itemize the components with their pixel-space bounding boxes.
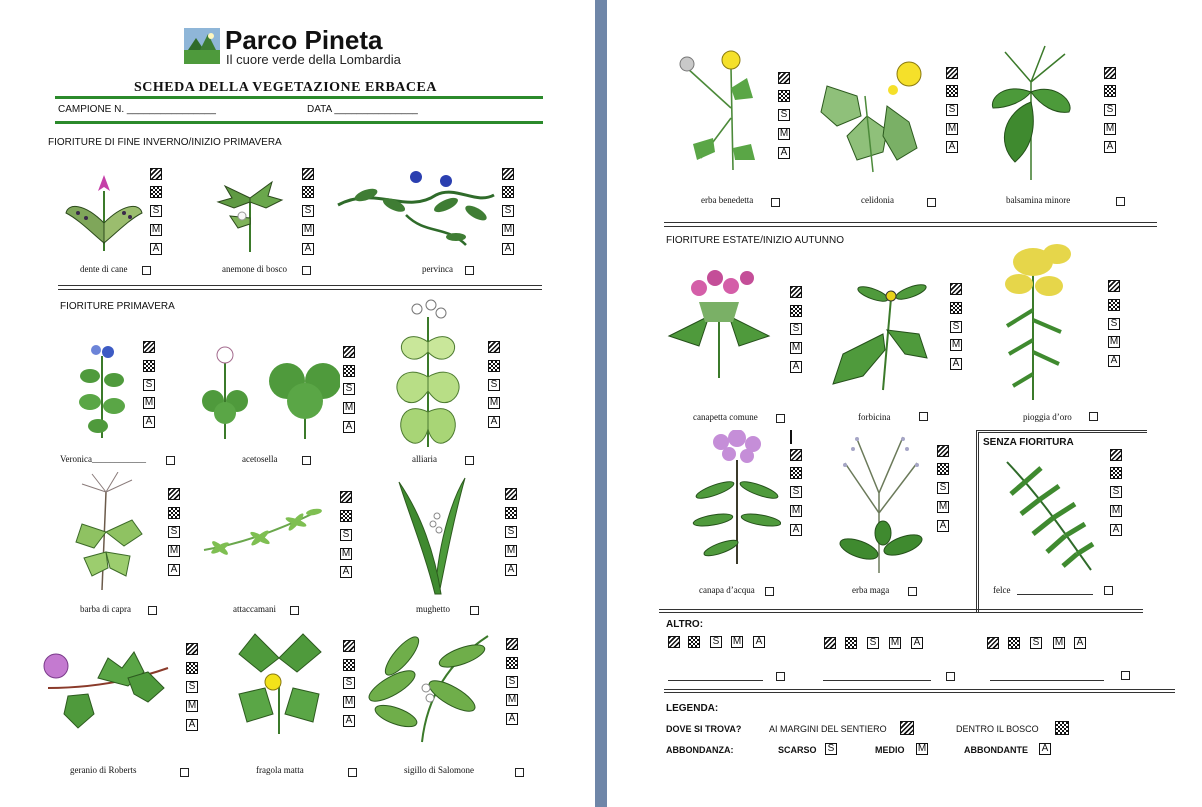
high-abundance-icon[interactable]: A — [302, 243, 314, 255]
name-underline[interactable] — [1017, 594, 1093, 595]
legend-mid: MEDIO — [875, 745, 905, 755]
divider — [659, 612, 1143, 613]
mid-abundance-icon[interactable]: M — [938, 501, 948, 512]
plant-checkbox[interactable] — [470, 606, 479, 615]
sheet-title: SCHEDA DELLA VEGETAZIONE ERBACEA — [134, 80, 437, 95]
plant-illustration — [38, 638, 176, 734]
green-divider — [55, 96, 543, 99]
high-abundance-icon[interactable]: A — [937, 520, 949, 532]
high-abundance-icon[interactable]: A — [150, 243, 162, 255]
high-abundance-icon[interactable]: A — [1110, 524, 1122, 536]
margin-icon[interactable] — [502, 168, 514, 180]
high-abundance-icon: A — [1039, 743, 1051, 755]
plant-illustration — [195, 343, 340, 441]
mid-abundance-icon[interactable]: M — [506, 545, 516, 556]
forest-icon[interactable] — [505, 507, 517, 519]
forest-icon[interactable] — [302, 186, 314, 198]
plant-name: sigillo di Salomone — [404, 765, 475, 775]
plant-illustration — [387, 297, 469, 449]
margin-icon[interactable] — [987, 637, 999, 649]
left-page — [0, 0, 595, 807]
legend-where: DOVE SI TROVA? — [666, 724, 742, 734]
high-abundance-icon[interactable]: A — [790, 524, 802, 536]
mid-abundance-icon[interactable]: M — [187, 700, 197, 711]
park-logo — [184, 28, 220, 64]
section-title: FIORITURE ESTATE/INIZIO AUTUNNO — [666, 235, 844, 246]
plant-name: alliaria — [412, 454, 437, 464]
low-abundance-icon: S — [825, 743, 837, 755]
low-abundance-icon[interactable]: S — [1108, 318, 1120, 330]
high-abundance-icon[interactable]: A — [1074, 637, 1086, 649]
margin-icon[interactable] — [505, 488, 517, 500]
margin-icon[interactable] — [1110, 449, 1122, 461]
forest-icon[interactable] — [845, 637, 857, 649]
mid-abundance-icon[interactable]: M — [779, 128, 789, 139]
forest-icon[interactable] — [946, 85, 958, 97]
forest-icon[interactable] — [506, 657, 518, 669]
plant-checkbox[interactable] — [465, 456, 474, 465]
plant-checkbox[interactable] — [927, 198, 936, 207]
sample-field[interactable]: CAMPIONE N. ________________ — [58, 104, 216, 115]
low-abundance-icon[interactable]: S — [1110, 486, 1122, 498]
mid-abundance-icon[interactable]: M — [1109, 336, 1119, 347]
high-abundance-icon[interactable]: A — [778, 147, 790, 159]
plant-checkbox[interactable] — [776, 414, 785, 423]
plant-checkbox[interactable] — [771, 198, 780, 207]
plant-illustration — [823, 274, 929, 392]
plant-illustration — [993, 240, 1085, 402]
plant-checkbox[interactable] — [919, 412, 928, 421]
margin-icon[interactable] — [778, 72, 790, 84]
forest-icon[interactable] — [778, 90, 790, 102]
section-title: FIORITURE DI FINE INVERNO/INIZIO PRIMAVERA — [48, 137, 282, 148]
low-abundance-icon[interactable]: S — [343, 383, 355, 395]
low-abundance-icon[interactable]: S — [867, 637, 879, 649]
low-abundance-icon[interactable]: S — [1030, 637, 1042, 649]
margin-icon[interactable] — [186, 643, 198, 655]
margin-icon[interactable] — [340, 491, 352, 503]
high-abundance-icon[interactable]: A — [950, 358, 962, 370]
low-abundance-icon[interactable]: S — [710, 636, 722, 648]
forest-icon[interactable] — [790, 305, 802, 317]
margin-icon[interactable] — [150, 168, 162, 180]
low-abundance-icon[interactable]: S — [143, 379, 155, 391]
plant-checkbox[interactable] — [1121, 671, 1130, 680]
plant-name: erba benedetta — [701, 195, 754, 205]
plant-name: acetosella — [242, 454, 278, 464]
plant-checkbox[interactable] — [302, 456, 311, 465]
plant-checkbox[interactable] — [290, 606, 299, 615]
plant-illustration — [362, 626, 492, 744]
plant-checkbox[interactable] — [465, 266, 474, 275]
forest-icon[interactable] — [186, 662, 198, 674]
tick-mark — [790, 430, 792, 444]
low-abundance-icon[interactable]: S — [340, 529, 352, 541]
divider — [664, 689, 1175, 690]
plant-name: Veronica____________ — [60, 454, 146, 464]
low-abundance-icon[interactable]: S — [506, 676, 518, 688]
plant-illustration — [817, 56, 929, 174]
margin-icon[interactable] — [950, 283, 962, 295]
plant-checkbox[interactable] — [148, 606, 157, 615]
plant-illustration — [673, 48, 773, 172]
plant-name: attaccamani — [233, 604, 276, 614]
no-flower-title: SENZA FIORITURA — [983, 437, 1074, 448]
low-abundance-icon[interactable]: S — [150, 205, 162, 217]
low-abundance-icon[interactable]: S — [1104, 104, 1116, 116]
margin-icon[interactable] — [668, 636, 680, 648]
margin-icon[interactable] — [488, 341, 500, 353]
plant-checkbox[interactable] — [776, 672, 785, 681]
plant-illustration — [64, 163, 144, 253]
mid-abundance-icon: M — [917, 743, 927, 754]
divider — [664, 222, 1157, 223]
plant-illustration — [336, 165, 496, 253]
high-abundance-icon[interactable]: A — [946, 141, 958, 153]
low-abundance-icon[interactable]: S — [488, 379, 500, 391]
plant-name: pervinca — [422, 264, 453, 274]
forest-icon[interactable] — [340, 510, 352, 522]
mid-abundance-icon[interactable]: M — [503, 224, 513, 235]
low-abundance-icon[interactable]: S — [946, 104, 958, 116]
plant-name: fragola matta — [256, 765, 304, 775]
mid-abundance-icon[interactable]: M — [947, 123, 957, 134]
divider — [659, 609, 1143, 610]
altro-title: ALTRO: — [666, 619, 704, 630]
low-abundance-icon[interactable]: S — [505, 526, 517, 538]
mid-abundance-icon[interactable]: M — [507, 694, 517, 705]
plant-name: anemone di bosco — [222, 264, 287, 274]
plant-checkbox[interactable] — [946, 672, 955, 681]
divider — [58, 289, 542, 290]
plant-name: mughetto — [416, 604, 450, 614]
high-abundance-icon[interactable]: A — [343, 715, 355, 727]
margin-icon[interactable] — [143, 341, 155, 353]
mid-abundance-icon[interactable]: M — [344, 696, 354, 707]
plant-illustration — [74, 336, 130, 440]
mid-abundance-icon[interactable]: M — [489, 397, 499, 408]
low-abundance-icon[interactable]: S — [950, 321, 962, 333]
margin-icon[interactable] — [1104, 67, 1116, 79]
forest-icon[interactable] — [168, 507, 180, 519]
high-abundance-icon[interactable]: A — [1108, 355, 1120, 367]
high-abundance-icon[interactable]: A — [143, 416, 155, 428]
plant-name: celidonia — [861, 195, 894, 205]
margin-icon[interactable] — [790, 286, 802, 298]
mid-abundance-icon[interactable]: M — [791, 342, 801, 353]
low-abundance-icon[interactable]: S — [168, 526, 180, 538]
low-abundance-icon[interactable]: S — [790, 486, 802, 498]
divider — [58, 285, 542, 286]
brand-name: Parco Pineta — [225, 25, 383, 55]
plant-checkbox[interactable] — [515, 768, 524, 777]
divider — [664, 692, 1175, 693]
plant-name: dente di cane — [80, 264, 128, 274]
plant-checkbox[interactable] — [348, 768, 357, 777]
plant-illustration — [200, 500, 325, 570]
high-abundance-icon[interactable]: A — [505, 564, 517, 576]
plant-checkbox[interactable] — [1116, 197, 1125, 206]
high-abundance-icon[interactable]: A — [506, 713, 518, 725]
section-title: FIORITURE PRIMAVERA — [60, 301, 175, 312]
forest-icon[interactable] — [937, 463, 949, 475]
plant-checkbox[interactable] — [180, 768, 189, 777]
mid-abundance-icon[interactable]: M — [1111, 505, 1121, 516]
mid-abundance-icon[interactable]: M — [1054, 637, 1064, 648]
plant-illustration — [395, 474, 475, 596]
mid-abundance-icon[interactable]: M — [341, 548, 351, 559]
plant-illustration — [1001, 458, 1097, 574]
forest-icon[interactable] — [143, 360, 155, 372]
high-abundance-icon[interactable]: A — [502, 243, 514, 255]
margin-icon[interactable] — [824, 637, 836, 649]
plant-name: erba maga — [852, 585, 890, 595]
plant-checkbox[interactable] — [1104, 586, 1113, 595]
high-abundance-icon[interactable]: A — [911, 637, 923, 649]
high-abundance-icon[interactable]: A — [790, 361, 802, 373]
forest-icon[interactable] — [343, 659, 355, 671]
mid-abundance-icon[interactable]: M — [890, 637, 900, 648]
high-abundance-icon[interactable]: A — [488, 416, 500, 428]
high-abundance-icon[interactable]: A — [340, 566, 352, 578]
plant-illustration — [210, 168, 285, 253]
mid-abundance-icon[interactable]: M — [303, 224, 313, 235]
mid-abundance-icon[interactable]: M — [169, 545, 179, 556]
high-abundance-icon[interactable]: A — [343, 421, 355, 433]
date-field[interactable]: DATA _______________ — [307, 104, 418, 115]
forest-icon[interactable] — [1108, 299, 1120, 311]
green-divider — [55, 121, 543, 124]
forest-icon[interactable] — [343, 365, 355, 377]
plant-illustration — [691, 430, 781, 566]
other-plant-line[interactable] — [990, 680, 1104, 681]
plant-checkbox[interactable] — [166, 456, 175, 465]
low-abundance-icon[interactable]: S — [343, 677, 355, 689]
plant-checkbox[interactable] — [908, 587, 917, 596]
forest-icon[interactable] — [488, 360, 500, 372]
mid-abundance-icon[interactable]: M — [791, 505, 801, 516]
low-abundance-icon[interactable]: S — [778, 109, 790, 121]
forest-icon[interactable] — [1008, 637, 1020, 649]
plant-illustration — [659, 266, 779, 380]
mid-abundance-icon[interactable]: M — [151, 224, 161, 235]
high-abundance-icon[interactable]: A — [168, 564, 180, 576]
plant-name: barba di capra — [80, 604, 131, 614]
plant-illustration — [985, 42, 1075, 182]
brand-tagline: Il cuore verde della Lombardia — [226, 52, 401, 67]
margin-icon[interactable] — [302, 168, 314, 180]
mid-abundance-icon[interactable]: M — [344, 402, 354, 413]
mid-abundance-icon[interactable]: M — [1105, 123, 1115, 134]
plant-checkbox[interactable] — [142, 266, 151, 275]
legend-forest: DENTRO IL BOSCO — [956, 724, 1039, 734]
plant-name: balsamina minore — [1006, 195, 1071, 205]
legend-low: SCARSO — [778, 745, 817, 755]
margin-icon[interactable] — [343, 346, 355, 358]
margin-icon[interactable] — [937, 445, 949, 457]
mid-abundance-icon[interactable]: M — [732, 636, 742, 647]
divider — [664, 226, 1157, 227]
margin-icon[interactable] — [168, 488, 180, 500]
forest-icon — [1055, 721, 1069, 735]
high-abundance-icon[interactable]: A — [1104, 141, 1116, 153]
forest-icon[interactable] — [502, 186, 514, 198]
plant-checkbox[interactable] — [1089, 412, 1098, 421]
legend-abundance: ABBONDANZA: — [666, 745, 734, 755]
mid-abundance-icon[interactable]: M — [951, 339, 961, 350]
plant-name: geranio di Roberts — [70, 765, 137, 775]
low-abundance-icon[interactable]: S — [937, 482, 949, 494]
plant-checkbox[interactable] — [765, 587, 774, 596]
margin-icon[interactable] — [1108, 280, 1120, 292]
plant-name: forbicina — [858, 412, 891, 422]
plant-illustration — [62, 472, 160, 590]
right-page — [607, 0, 1202, 807]
margin-icon — [900, 721, 914, 735]
legend-margin: AI MARGINI DEL SENTIERO — [769, 724, 887, 734]
low-abundance-icon[interactable]: S — [790, 323, 802, 335]
forest-icon[interactable] — [950, 302, 962, 314]
plant-illustration — [833, 433, 925, 575]
low-abundance-icon[interactable]: S — [502, 205, 514, 217]
low-abundance-icon[interactable]: S — [302, 205, 314, 217]
forest-icon[interactable] — [790, 467, 802, 479]
margin-icon[interactable] — [790, 449, 802, 461]
plant-name: pioggia d’oro — [1023, 412, 1072, 422]
plant-name: canapa d’acqua — [699, 585, 755, 595]
forest-icon[interactable] — [1110, 467, 1122, 479]
other-plant-line[interactable] — [823, 680, 931, 681]
plant-checkbox[interactable] — [302, 266, 311, 275]
legend-high: ABBONDANTE — [964, 745, 1028, 755]
plant-name: canapetta comune — [693, 412, 758, 422]
high-abundance-icon[interactable]: A — [753, 636, 765, 648]
forest-icon[interactable] — [1104, 85, 1116, 97]
mid-abundance-icon[interactable]: M — [144, 397, 154, 408]
low-abundance-icon[interactable]: S — [186, 681, 198, 693]
plant-name: felce — [993, 585, 1011, 595]
margin-icon[interactable] — [343, 640, 355, 652]
other-plant-line[interactable] — [668, 680, 763, 681]
plant-illustration — [225, 628, 333, 736]
legend-title: LEGENDA: — [666, 703, 719, 714]
forest-icon[interactable] — [688, 636, 700, 648]
margin-icon[interactable] — [946, 67, 958, 79]
high-abundance-icon[interactable]: A — [186, 719, 198, 731]
margin-icon[interactable] — [506, 638, 518, 650]
forest-icon[interactable] — [150, 186, 162, 198]
